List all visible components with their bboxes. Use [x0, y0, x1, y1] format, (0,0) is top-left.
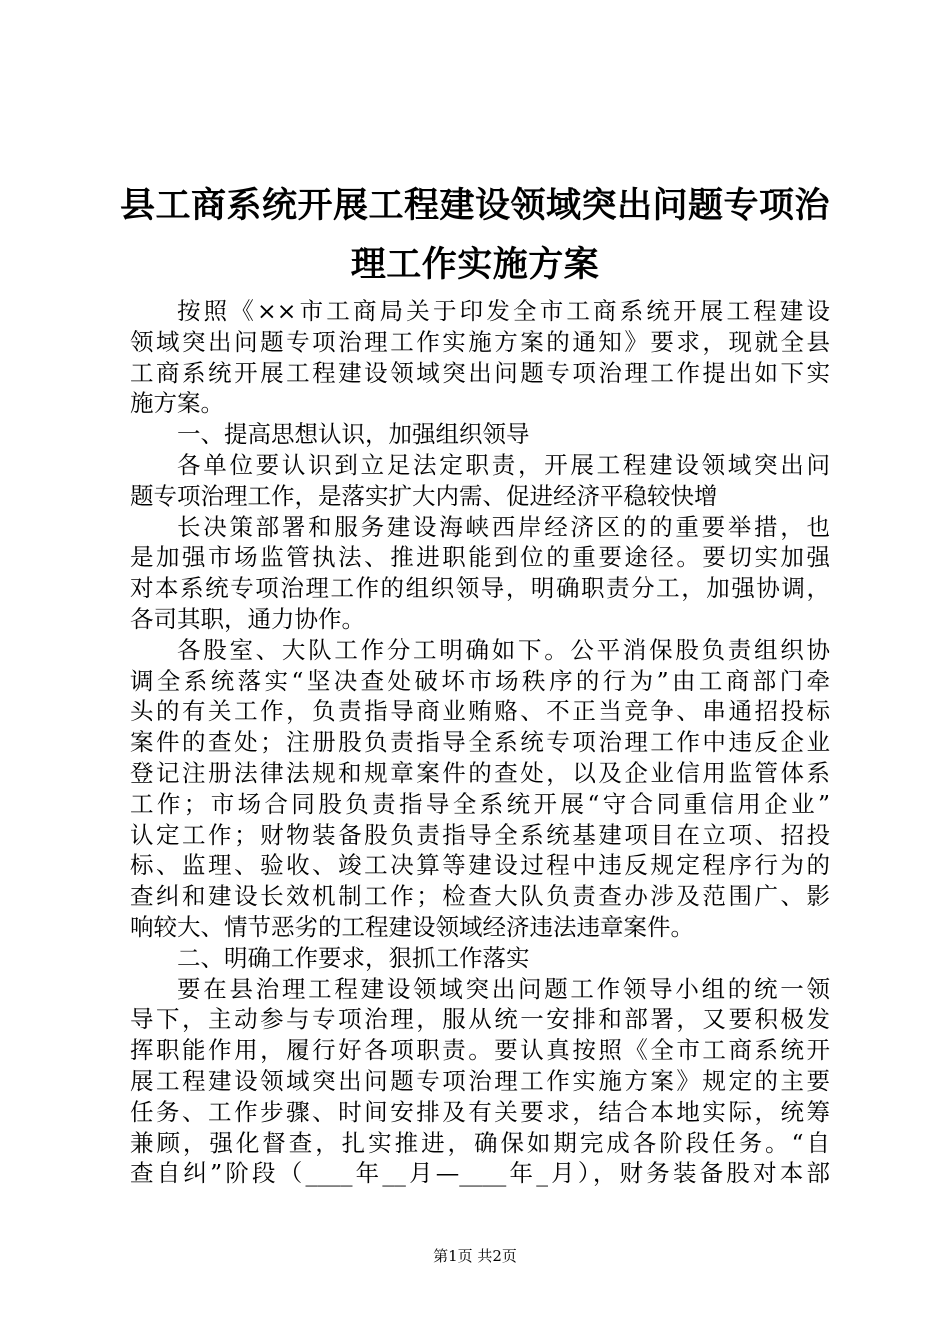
paragraph-line: 长决策部署和服务建设海峡西岸经济区的的重要举措，也 — [177, 512, 830, 541]
paragraph-line: 兼顾，强化督查，扎实推进，确保如期完成各阶段任务。“自 — [130, 1128, 830, 1157]
paragraph-line: 调全系统落实“坚决查处破坏市场秩序的行为”由工商部门牵 — [130, 666, 830, 695]
document-title-line-1: 县工商系统开展工程建设领域突出问题专项治 — [119, 185, 830, 226]
paragraph-line: 要在县治理工程建设领域突出问题工作领导小组的统一领 — [177, 974, 830, 1003]
paragraph-line: 登记注册法律法规和规章案件的查处，以及企业信用监管体系 — [130, 758, 830, 787]
paragraph-line: 响较大、情节恶劣的工程建设领域经济违法违章案件。 — [130, 912, 694, 941]
document-title-line-2: 理工作实施方案 — [350, 244, 600, 285]
paragraph-line: 认定工作；财物装备股负责指导全系统基建项目在立项、招投 — [130, 820, 830, 849]
paragraph-line: 挥职能作用，履行好各项职责。要认真按照《全市工商系统开 — [130, 1036, 830, 1065]
paragraph-line: 查纠和建设长效机制工作；检查大队负责查办涉及范围广、影 — [130, 882, 830, 911]
paragraph-line: 任务、工作步骤、时间安排及有关要求，结合本地实际，统筹 — [130, 1097, 830, 1126]
paragraph-line: 导下，主动参与专项治理，服从统一安排和部署，又要积极发 — [130, 1005, 830, 1034]
paragraph-line: 工商系统开展工程建设领域突出问题专项治理工作提出如下实 — [130, 358, 830, 387]
page-number-footer: 第1页 共2页 — [433, 1247, 517, 1265]
paragraph-line: 标、监理、验收、竣工决算等建设过程中违反规定程序行为的 — [130, 851, 830, 880]
paragraph-line: 是加强市场监管执法、推进职能到位的重要途径。要切实加强 — [130, 543, 830, 572]
paragraph-line: 题专项治理工作，是落实扩大内需、促进经济平稳较快增 — [130, 481, 718, 510]
section-heading-2: 二、明确工作要求，狠抓工作落实 — [177, 943, 530, 972]
paragraph-line: 头的有关工作，负责指导商业贿赂、不正当竞争、串通招投标 — [130, 697, 830, 726]
paragraph-line: 各单位要认识到立足法定职责，开展工程建设领域突出问 — [177, 450, 830, 479]
paragraph-line: 施方案。 — [130, 389, 224, 418]
paragraph-line: 按照《××市工商局关于印发全市工商系统开展工程建设 — [177, 297, 830, 325]
section-heading-1: 一、提高思想认识，加强组织领导 — [177, 420, 530, 449]
paragraph-line: 查自纠”阶段（____年__月—____年_月），财务装备股对本部 — [130, 1159, 830, 1188]
paragraph-line: 案件的查处；注册股负责指导全系统专项治理工作中违反企业 — [130, 728, 830, 757]
paragraph-line: 工作；市场合同股负责指导全系统开展“守合同重信用企业” — [130, 789, 830, 818]
paragraph-line: 领域突出问题专项治理工作实施方案的通知》要求，现就全县 — [130, 327, 830, 356]
document-body — [130, 296, 845, 1189]
paragraph-line: 各股室、大队工作分工明确如下。公平消保股负责组织协 — [177, 635, 830, 664]
paragraph-line: 展工程建设领域突出问题专项治理工作实施方案》规定的主要 — [130, 1066, 830, 1095]
paragraph-line: 各司其职，通力协作。 — [130, 604, 365, 633]
paragraph-line: 对本系统专项治理工作的组织领导，明确职责分工，加强协调， — [130, 574, 830, 603]
